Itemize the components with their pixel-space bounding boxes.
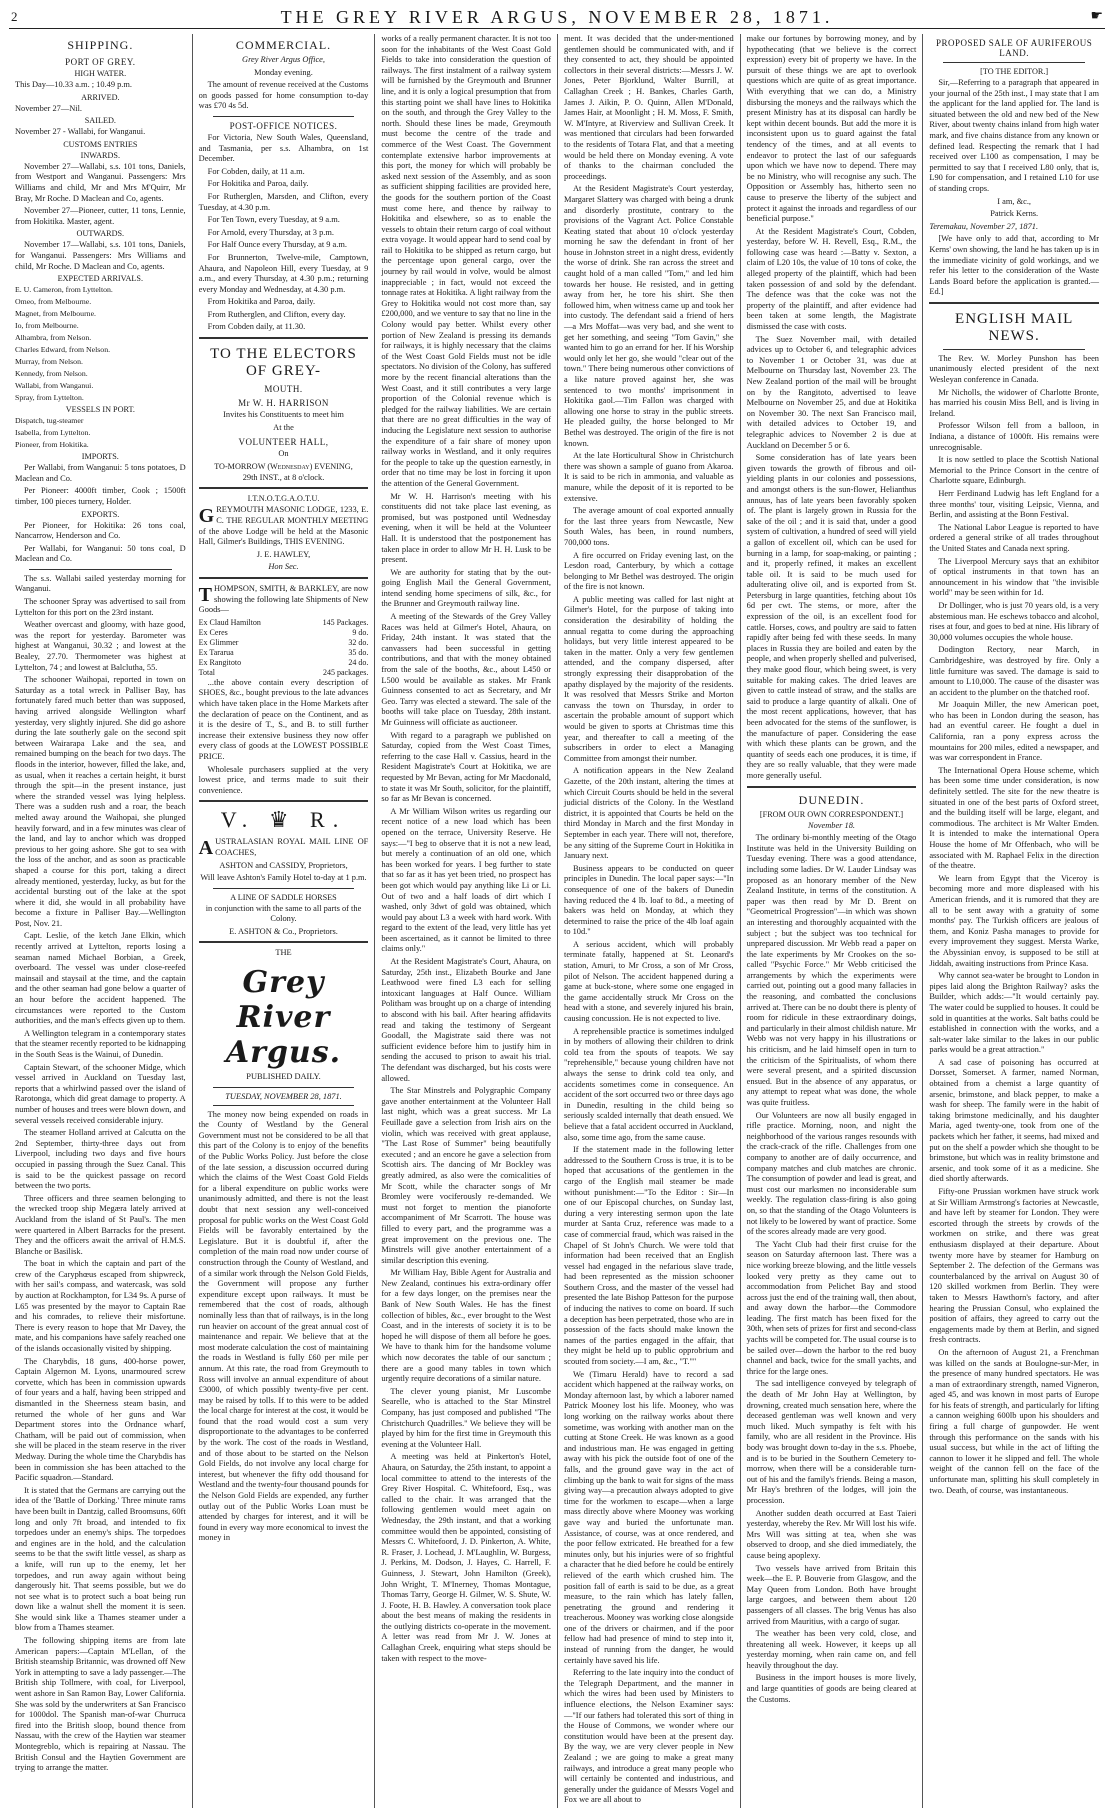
post-item: From Cobden daily, at 11.30. — [207, 322, 306, 332]
coach-heading — [199, 837, 369, 858]
article-paragraph: ment. It was decided that the under-mentioned gentlemen should be communicated with, and if they consented to act, they should be appointed collectors in their several districts:—Messrs J. W. Jones, Peter Bjorklund, Walter Burrill, at Callaghan Creek ; H. Bankes, Charles Garth, James J. Aikin, P. O. Quinn, Allen M'Donald, James Hair, at Moonlight ; H. M. Moss, F. Smith, W. M'Intyre, at Riverview and Sullivan Creek. It was mentioned that circulars had been forwarded to the residents of Totara Flat, and that a meeting would be held there on Monday evening. A vote of thanks to the chairman concluded the proceedings. — [564, 34, 734, 181]
newspaper-nameplate: Grey River Argus. — [225, 965, 342, 1071]
expected-item: Alhambra, from Nelson. — [15, 333, 92, 343]
expected-label: EXPECTED ARRIVALS. — [57, 274, 144, 284]
electors-heading: TO THE ELECTORS OF GREY- — [210, 346, 357, 380]
issue-date: TUESDAY, NOVEMBER 28, 1871. — [225, 1091, 342, 1101]
expected-item: Kennedy, from Nelson. — [15, 369, 88, 379]
article-paragraph: Mr Nicholls, the widower of Charlotte Bronte, has married his cousin Miss Bell, and is living in Ireland. — [929, 387, 1099, 418]
export-entry: Per Wallabi, for Wanganui: 50 tons coal, D Maclean and Co. — [15, 543, 186, 564]
dunedin-heading: DUNEDIN. — [798, 792, 865, 807]
commercial-text: The amount of revenue received at the Customs on goods passed for home consumption to-day was £70 4s 5d. — [198, 80, 369, 111]
export-entry: Per Pioneer, for Hokitika: 26 tons coal, Nancarrow, Henderson and Co. — [15, 520, 186, 541]
to-editor-label: [TO THE EDITOR.] — [980, 67, 1049, 76]
shipping-news-item: Three officers and three seamen belonging to the wrecked troop ship Megæra lately arrived at Auckland from the island of St Paul's. The men were quartered in Albert Barracks for the present. They and the officers await the arrival of H.M.S. Blanche or Basilisk. — [15, 1193, 186, 1256]
table-row — [199, 618, 369, 628]
outwards-label: OUTWARDS. — [76, 229, 125, 239]
article-paragraph: A fire occurred on Friday evening last, on the Lesdon road, Canterbury, by which a cottage belonging to Mr Bethel was destroyed. The origin of the fire is not known. — [564, 550, 734, 592]
article-paragraph: The average amount of coal exported annually for the last three years from Newcastle, New South Wales, has been, in round numbers, 700,000 tons. — [564, 506, 734, 547]
article-paragraph: The Rev. W. Morley Punshon has been unanimously elected president of the next Wesleyan conference in Canada. — [929, 353, 1099, 385]
english-mail-heading: ENGLISH MAIL NEWS. — [955, 310, 1074, 344]
divider — [199, 487, 369, 490]
goods-qty: 35 do. — [348, 647, 369, 657]
harrison-when: TO-MORROW (Wednesday) EVENING, — [214, 461, 353, 471]
article-paragraph: A public meeting was called for last night at Gilmer's Hotel, for the purpose of taking into consideration the desirability of holding the annual regatta to come during the approaching holidays, but very little interest appeared to be taken in the matter. Only a very few gentlemen attended, and the company dispersed, after strongly expressing their disapprobation of the apathy displayed by the majority of the residents. It was resolved that Messrs Strike and Morton canvass the town on Thursday, in order to ascertain the probable amount of support which would be given to sports at Christmas time this year, and thereafter to call a meeting of the subscribers in order to elect a Managing Committee from amongst their number. — [564, 594, 734, 763]
article-paragraph: The Suez November mail, with detailed advices up to October 6, and telegraphic advices to November 1 or October 31, was due at Melbourne on Thursday last, November 23. The New Zealand portion of the mail will be brought on by the Rangitoto, advertised to leave Melbourne on November 25, and due at Hokitika on November 30. The next San Francisco mail, with detailed advices to October 19, and telegraphic advices to November 2 is due at Auckland on December 5 or 6. — [746, 334, 917, 450]
shipping-news-item: The schooner Waihopai, reported in town on Saturday as a total wreck in Palliser Bay, has fortunately fared much better than was supposed, having arrived alongside Wellington wharf yesterday, very slightly injured. She did go ashore during the late southerly gale on the second spit between Wairarapa Lake and the sea, and remained bumping on the beach for two days. The floods in the interior, however, filled the lake, and, as usual, when it reaches a certain height, it burst through the spit—in the present instance, just where the stranded vessel was lying helpless. There was a sudden rush and a roar, the beach melted away around the Waihopai, she plunged heavily forward, and in a few minutes was clear of the land, and lay to anchor which was dropped previous to her going ashore. She got to sea with the loss of the anchor, and as soon as practicable shaped a course for this port, taking a direct already mentioned, yesterday, lucky, as but for the accidental bursting out of the lake at the spot where it did, she would in all probability have become a fixture in Palliser Bay.—Wellington Post, Nov. 21. — [15, 675, 186, 928]
article-paragraph: We (Timaru Herald) have to record a sad accident which happened at the railway works, on Monday afternoon last, by which a laborer named Patrick Mooney lost his life. Mooney, who was long working on the railway works about there sometime, was working with another man on the cutting at Stone Creek. He was known as a good and industrious man. He was engaged in getting away with his pick the outside foot of one of the falls, and the ground gave way in the act of climbing up the bank to wait for signs of the mass giving way—a precaution always adopted to give time for the workmen to escape—when a large mass directly above where Mooney was working gave way and buried the unfortunate man. Assistance, of course, was at once rendered, and the poor fellow extricated. He breathed for a few minutes only, but his injuries were of so frightful a character that he died before he could be entirely relieved of the earth which crushed him. The position fall of earth is said to be due, as a great measure, to the rain which has lately fallen, penetrating the ground and rendering it treacherous. Mooney was working close alongside one of the drivers or chairmen, and if the poor fellow had had presence of mind to step into it, instead of running from the danger, he would certainly have saved his life. — [564, 1369, 734, 1665]
column-news-5 — [740, 34, 923, 1808]
goods-qty: 24 do. — [348, 657, 369, 667]
article-paragraph: The Star Minstrels and Polygraphic Company gave another entertainment at the Volunteer Hall last night, which was a great success. Mr La Feuillade gave a selection from Irish airs on the violin, which was received with great applause, "The Last Rose of Summer" being beautifully executed ; and an encore he gave a selection from Scottish airs. The dancing of Mr Bockley was greatly admired, as also were the comicalities of Mr Scott, while the character songs of Mr Bromley were vociferously re-demanded. We must not forget to mention the pianoforte accompaniment of Mr Scarrott. The house was filled to every part, and the programme was a great improvement on the previous one. The Minstrels will give another entertainment of a similar description this evening. — [381, 1086, 551, 1265]
article-paragraph: Business appears to be conducted on queer principles in Dunedin. The local paper says:—"In consequence of one of the bakers of Dunedin having reduced the 4 lb. loaf to 8d., a meeting of bakers was held on Monday, at which they determined to raise the price of the 4lb loaf again to 10d." — [564, 863, 734, 937]
column-commercial — [192, 34, 375, 1808]
letter-signature: Patrick Kerns. — [990, 209, 1039, 219]
inwards-entry: November 27—Pioneer, cutter, 11 tons, Lennie, from Hokitika. Master, agent. — [15, 206, 186, 226]
shipping-news-item: Weather overcast and gloomy, with haze good, was the report for yesterday. Barometer was highest at Wanganui, 30.32 ; and lowest at the Bealey, 27.70. Thermometer was highest at Lyttelton, 74 ; and lowest at Balclutha, 55. — [15, 620, 186, 672]
article-paragraph: Mr W. H. Harrison's meeting with his constituents did not take place last evening, as promised, but was postponed until Wednesday evening, when it will be held at the Volunteer Hall. It is understood that the postponement has taken place in order to allow Mr H. H. Lusk to be present. — [381, 491, 551, 565]
shipping-news-item: Capt. Leslie, of the ketch Jane Elkin, which recently arrived at Lyttelton, reports losing a seaman named Michael Borbian, a Greek, overboard. The vessel was under close-reefed mainsail and staysail at the time, and the captain and the other seaman had gone below a quarter of an hour before the accident happened. The circumstances were reported to the Custom authorities, and the man's effects given up to them. — [15, 931, 186, 1026]
proposed-sale-heading: PROPOSED SALE OF AURIFEROUS LAND. — [936, 38, 1093, 58]
article-paragraph: Dodington Rectory, near March, in Cambridgeshire, was destroyed by fire. Only a little furniture was saved. The damage is said to amount to L10,000. The cause of the disaster was an accident to the plumber on the thatched roof. — [929, 645, 1099, 697]
column-news-3 — [374, 34, 557, 1808]
goods-ship: Ex Claud Hamilton — [198, 617, 261, 627]
goods-qty: 145 Packages. — [322, 617, 369, 627]
newspaper-page — [9, 6, 1105, 1805]
divider — [943, 62, 1085, 63]
letter-place: Teremakau, November 27, 1871. — [929, 221, 1039, 231]
crest-r: R. — [310, 807, 347, 833]
article-paragraph: Mr Joaquin Miller, the new American poet, who has been in London during the season, has had an eventful career. He fought a duel in California, ran a pony express across the mountains for 200 miles, edited a newspaper, and was war correspondent in France. — [929, 700, 1099, 763]
pointing-hand-icon: ☛ — [1090, 9, 1103, 24]
letter-paragraph: I am, &c., — [997, 196, 1032, 206]
harrison-text: Invites his Constituents to meet him — [223, 410, 344, 420]
article-paragraph: At the late Horticultural Show in Christchurch there was shown a sample of guano from Akaroa. It is said to be rich in ammonia, and valuable as manure, while the deposit of it is reported to be extensive. — [564, 451, 734, 503]
table-row — [199, 658, 369, 668]
column-news-4 — [557, 34, 740, 1808]
article-paragraph: On the afternoon of August 21, a Frenchman was killed on the sands at Boulogne-sur-Mer, in the presence of many hundred spectators. He was a man of extraordinary strength, named Vigneron, aged 45, and was known in most parts of Europe for his feats of strength, and particularly for lifting a cannon weighing 600lb upon his shoulders and firing a full charge of gunpowder. He went through this performance on the sands with his usual success, but while in the act of lifting the cannon to lower it he slipped and fell. The whole weight of the cannon fell on the face of the unfortunate man, splitting his skull completely in two. Death, of course, was instantaneous. — [929, 1347, 1099, 1495]
dropcap-g: G — [198, 505, 215, 528]
saddle-heading: A LINE OF SADDLE HORSES — [230, 892, 337, 902]
article-paragraph: Dr Dollinger, who is just 70 years old, is a very abstemious man. He eschews tobacco and alcohol, rises at four, and goes to bed at nine. His library of 30,000 volumes occupies the whole house. — [929, 600, 1100, 642]
port-heading: PORT OF GREY. — [65, 57, 136, 67]
harrison-date: 29th INST., at 8 o'clock. — [242, 472, 325, 482]
harrison-at: At the — [273, 422, 294, 432]
table-row — [199, 638, 369, 648]
article-paragraph: The Liverpool Mercury says that an exhibitor of optical instruments in that town has an announcement in his window that "the invisible world" may be seen within for 1d. — [929, 556, 1099, 598]
divider — [199, 800, 369, 803]
harrison-name: Mr W. H. HARRISON — [238, 398, 329, 409]
dropcap-t: T — [198, 584, 212, 606]
masthead — [9, 6, 1105, 29]
in-port-item: Isabella, from Lyttelton. — [15, 428, 91, 438]
goods-total: 245 packages. — [323, 667, 369, 677]
in-port-item: Pioneer, from Hokitika. — [15, 440, 89, 450]
saddle-sign: E. ASHTON & Co., Proprietors. — [229, 926, 338, 936]
goods-total-label: Total — [198, 667, 215, 677]
commercial-office: Grey River Argus Office, — [242, 55, 325, 64]
columns — [9, 34, 1105, 1805]
goods-ship: Ex Tararua — [198, 647, 234, 657]
saddle-text: in conjunction with the same to all parts of the Colony. — [205, 903, 362, 924]
post-item: For Cobden, daily, at 11 a.m. — [207, 166, 305, 176]
expected-item: Omeo, from Melbourne. — [15, 297, 92, 307]
goods-text-2: Wholesale purchasers supplied at the very lowest price, and terms made to suit their convenience. — [198, 764, 369, 795]
post-item: For Ten Town, every Tuesday, at 9 a.m. — [207, 215, 340, 225]
article-paragraph: The ordinary bi-monthly meeting of the Otago Institute was held in the University Building on Tuesday evening. There was a good attendance, including some ladies. Dr W. Lauder Lindsay was proposed as an honorary member of the New Zealand Institute, in terms of the constitution. A paper was then read by Mr D. Brent on "Geometrical Progression"—in which was shown an interesting and thoroughly acquainted with the subject ; but the subject was too technical for unprepared discussion. Mr Webb read a paper on the late experiments by Mr Crookes on the so-called "Psychic Force." Mr Webb criticised the arrangements by which the experiments were carried out, pointing out a good many fallacies in the reasoning, and combatted the conclusions arrived at. There can be no doubt there is plenty of room for ridicule in these extraordinary doings, and particularly in their almost childish nature. Mr Webb was not very happy in his illustrations or his criticism, and he laid himself open in turn to the criticism of the Spiritualists, of whom there were several present, and a spirited discussion ensued. But in the absence of any apparatus, or any attempt to repeat what was done, the whole was quite fruitless. — [746, 833, 917, 1107]
goods-ship: Ex Ceres — [198, 627, 228, 637]
commercial-heading: COMMERCIAL. — [235, 38, 332, 52]
shipping-news-item: A Wellington telegram in a contemporary states that the steamer recently reported to be kidnapping in the South Seas is the Wainui, of Dunedin. — [15, 1028, 186, 1059]
goods-text: ...the above contain every description of SHOES, &c., bought previous to the late advances which have taken place in the Home Markets after the declaration of peace on the Continent, and as it is the desire of T., S., and B. to still further increase their extensive business they now offer every class of goods at the LOWEST POSSIBLE PRICE. — [198, 677, 369, 761]
article-paragraph: Why cannot sea-water be brought to London in pipes laid along the Brighton Railway? asks the Builder, which adds:—"It would certainly pay. The water could be supplied to houses. It could be sold in quantities at the works. Salt baths could be established in connection with the works, and a salt-water lake similar to the lakes in our public parks would be a great attraction." — [929, 971, 1099, 1055]
article-paragraph: works of a really permanent character. It is not too soon for the inhabitants of the West Coast Gold Fields to take into consideration the question of railways. The first instalment of a railway system will be furnished by the Greymouth and Brunner line, and it is only a logical presumption that from this starting point we shall have lines to Hokitika on the south, and through the Grey Valley to the north. Should these lines be made, Greymouth must become the centre of the trade and commerce of the West Coast. The Government contemplate extensive harbor improvements at this port, the money for which will probably be asked next session of the Assembly, and as soon as sufficient shipping facilities are provided here, the goods for the southern portion of the Coast must come here, and thence by railway to Hokitika and elsewhere, so as to enable the vessels to obtain their return cargo of coal without extra voyage. It would appear hard to send coal by rail to Hokitika to be shipped as return cargo, but the percentage upon general cargo, over the journey by rail would in volve, would be almost inappreciable ; in fact, would not exceed the tonnage rates at Hokitika. A light railway from the Grey to Hokitika would not cost more than, say £200,000, and we venture to say that no line in the Colony would pay better. Whilst every other portion of New Zealand is pressing its demands for railways, it is highly necessary that the claims of the West Coast Gold Fields must not be idle spectators. No division of the Colony, has suffered more by the recent financial alterations than the West Coast, and it still contributes a very large proportion of the Colonial revenue which is pledged for the railway liabilities. We are certain that there are no great difficulties in the way of inducing the Legislature next session to authorise the expenditure of a fair share of money upon railway works in Westland, and it only requires for the people to take up the question earnestly, in order that no time may be lost in forcing it upon the attention of the General Government. — [381, 34, 551, 488]
expected-item: Wallabi, from Wanganui. — [15, 381, 94, 391]
post-item: For Hokitika and Paroa, daily. — [207, 179, 309, 189]
harrison-on: On — [278, 449, 289, 459]
masonic-sign: J. E. HAWLEY, — [256, 549, 311, 559]
published-daily: PUBLISHED DAILY. — [246, 1072, 321, 1082]
electors-heading-2: MOUTH. — [264, 384, 303, 395]
article-paragraph: The International Opera House scheme, which has been some time under consideration, is now definitely settled. The site for the new theatre is situated in one of the best parts of Oxford street, and the building itself will be large, elegant, and commodious. The architect is Mr Walter Emden. It is intended to make the international Opera House the home of Mr Offenbach, who will be associated with M. Raphael Felix in the direction of the theatre. — [929, 765, 1099, 871]
post-item: For Victoria, New South Wales, Queensland, and Tasmania, per s.s. Alhambra, on 1st December. — [198, 132, 369, 164]
post-item: From Hokitika and Paroa, daily. — [207, 297, 316, 307]
shipping-news-item: Captain Stewart, of the schooner Midge, which vessel arrived in Auckland on Tuesday last, reports that a whirlwind passed over the island of Rarotonga, which did great damage to property. A number of houses and trees were blown down, and several vessels received considerable injury. — [15, 1062, 186, 1125]
goods-table — [199, 618, 369, 678]
masonic-text — [199, 505, 369, 547]
post-item: For Arnold, every Thursday, at 3 p.m. — [207, 227, 334, 237]
article-paragraph: Another sudden death occurred at East Taieri yesterday, whereby the Rev. Mr Will lost his wife. Mrs Will was sitting at tea, when she was observed to droop, and she died immediately, the cause being apoplexy. — [746, 1508, 917, 1560]
article-paragraph: Business in the import houses is more lively, and large quantities of goods are being cleared at the Customs. — [746, 1673, 917, 1704]
editorial-text: The money now being expended on roads in the County of Westland by the General Government must not be considered to be all that this part of the Colony is to enjoy of the benefits of the Public Works Policy. Just before the close of the late session, a discussion occurred during which the claims of the West Coast Gold Fields for a liberal expenditure on public works were unanimously admitted, and there is not the least doubt that next session any well-conceived proposal for public works on the West Coast Gold Fields will be favorably entertained by the Legislature. But it is doubtful if, after the completion of the main road now under course of construction through the County of Westland, and of a similar work through the Nelson Gold Fields, the Government will propose any further expenditure except upon railways. It must be remembered that the cost of roads, although nominally less than that of railways, is in the long run heavier on account of the great annual cost of maintenance and repair. We believe that at the most moderate calculation the cost of maintaining the roads in Westland is fully £60 per mile per annum. At this rate, the road from Greymouth to Ross will involve an annual expenditure of about £3000, of which possibly twenty-five per cent. may be raised by tolls. If to this were to be added the local charge for interest at the cost, it would be found that the road would cost a sum very disproportionate to the advantages to be conferred by the work. The cost of the roads in Westland, and of those about to be started on the Nelson Gold Fields, do not involve any local charge for interest, but whenever the fifty odd thousand for Westland and the twenty-four thousand pounds for the Nelson Gold Fields are expended, any further outlay out of the Public Works Loan must be attended by charges for interest, and it will be found in every way more economical to invest the money in — [198, 1109, 369, 1543]
arrived-text: November 27—Nil. — [15, 103, 82, 113]
in-port-label: VESSELS IN PORT. — [65, 405, 135, 415]
article-paragraph: Referring to the late inquiry into the conduct of the Telegraph Department, and the manner in which the wires had been used by Ministers to influence elections, the Nelson Examiner says:—"If our fathers had tolerated this sort of thing in the House of Commons, we wonder where our constitution would have been at the present day. By the way, we are very clever people in New Zealand ; we are going to make a great many railways, and introduce a great many people who will certainly be contented and industrious, and generally under the guidance of Messrs Vogel and Fox we are all about to — [564, 1668, 734, 1805]
article-paragraph: Fifty-one Prussian workmen have struck work at Sir William Armstrong's factories at Newcastle, and have left by steamer for London. They were escorted through the streets by crowds of the workmen on strike, and there was great enthusiasm displayed at their departure. About twenty more have by steamer for Hamburg on September 2. The defection of the Germans was counterbalanced by the arrival on August 30 of 120 skilled workmen from Berlin. They were taken to Messrs Hawthorn's factory, and after hearing the Prussian Consul, who explained the position of affairs, they agreed to carry out the engagements made by them at Berlin, and signed fresh contracts. — [929, 1187, 1099, 1345]
divider — [199, 941, 369, 944]
editor-note: [We have only to add that, according to Mr Kerns' own showing, the land he has taken up is in the immediate vicinity of gold workings, and we refer his letter to the consideration of the Waste Lands Board before the application is granted.—Ed.] — [929, 234, 1100, 297]
shipping-news-item: It is stated that the Germans are carrying out the idea of the 'Battle of Dorking.' Three minute rams have been built in Dantzig, called Broomsuns, 60ft long and only 7ft broad, and intended to fix torpedoes under an enemy's ships. The torpedoes and engines are in the hold, and the calculation seems to be that the swift little vessel, as sharp as a knife, will run up to the enemy, let her torpedoes, and run away again without being dangerously hit. That seems possible, but we do not see what is to protect such a boat being run down like a walnut shell the moment it is seen. She would sink like a Thames steamer under a blow from a Thames steamer. — [15, 1485, 186, 1633]
letter-paragraph: Sir,—Referring to a paragraph that appeared in your journal of the 25th inst., I may state that I am the applicant for the land applied for. The land is situated between the old and new bed of the New River, about twenty chains inland from high water mark, and five chains distance from any known or defined lead. Respecting the remark that I had received over L100 as compensation, I may be permitted to say that I received L80 only, that is, L90 for compensation, and I retained L10 for use of standing crops. — [929, 78, 1099, 193]
harrison-hall: VOLUNTEER HALL, — [238, 437, 329, 448]
article-paragraph: A meeting was held at Pinkerton's Hotel, Ahaura, on Saturday, the 25th instant, to appoint a local committee to attend to the interests of the Grey River Hospital. C. Whitefoord, Esq., was called to the chair. It was arranged that the following gentlemen would meet again on Wednesday, the 29th instant, and that a working committee would then be appointed, consisting of Messrs C. Whitefoord, J. D. Pinkerton, A. White, R. Fraser, J. Lochead, J. M'Laughlin, W. Burgess, J. Perkins, M. Dodson, J. Hayes, C. Harrell, F. Guinness, J. Stewart, John Hamilton (Greek), John Wright, T. M'Inerney, Thomas Montague, Thomas Tarry, George H. Gilmer, W. S. Shute, W. J. Foote, H. B. Hawley. A conversation took place about the best means of making the residents in the outlying districts co-operate in the movement. A letter was read from Mr J. W. Jones at Callaghan Creek, enquiring what steps should be taken with respect to the move- — [381, 1452, 551, 1663]
divider — [943, 349, 1085, 350]
article-paragraph: The weather has been very cold, close, and threatening all week. However, it keeps up all yesterday morning, when rain came on, and fell heavily throughout the day. — [746, 1629, 917, 1670]
article-paragraph: Mr William Hay, Bible Agent for Australia and New Zealand, continues his extra-ordinary offer for a few days longer, on the premises near the Bank of New South Wales. He has the finest collection of bibles, &c., ever brought to the West Coast, and in the interests of society it is to be hoped he will dispose of them all before he goes. We have to thank him for the handsome volume which now decorates the table of our sanctum ; there are a good many tables in town which urgently require decorations of a similar nature. — [381, 1268, 551, 1384]
article-paragraph: We learn from Egypt that the Viceroy is becoming more and more displeased with his American friends, and it is rumored that they are all to be sent away with a gratuity of some months' pay. The Turkish officers are jealous of them, and Koniz Pasha manages to provide for every improvement they suggest. Mersta Warke, the Abyssinian envoy, is supposed to be still at Jiddah, awaiting instructions from Prince Kasa. — [929, 873, 1099, 968]
article-paragraph: A serious accident, which will probably terminate fatally, happened at St. Leonard's station, Amuri, to Mr Cross, a son of Mr Cross, pilot of Nelson. The accident happened during a game at buck-stone, where some one engaged in the game accidentally struck Mr Cross on the head with a stone, and severely injured his brain, causing concussion. He is not expected to live. — [564, 939, 734, 1024]
article-paragraph: Our Volunteers are now all busily engaged in rifle practice. Morning, noon, and night the neighborhood of the various ranges resounds with the crack-crack of the rifle. Challenges from one company to another are of daily occurrence, and company matches and club matches are chronic. The consumption of powder and lead is great, and must cost our marksmen no inconsiderable sum weekly. The regulation class-firing is also going on, so that the standing of the Otago Volunteers is not likely to be lowered by want of practice. Some of the scores already made are very good. — [746, 1110, 917, 1237]
table-row — [199, 648, 369, 658]
exports-label: EXPORTS. — [81, 509, 120, 519]
coach-heading-body: USTRALASIAN ROYAL MAIL LINE OF COACHES, — [215, 837, 369, 857]
high-water-label: HIGH WATER. — [74, 69, 127, 78]
article-paragraph: Two vessels have arrived from Britain this week—the E. P. Bouverie from Glasgow, and the May Queen from London. Both have brought large cargoes, and between them about 120 passengers of all classes. The brig Venus has also arrived from Mauritius, with a cargo of sugar. — [746, 1563, 917, 1626]
column-shipping — [9, 34, 192, 1808]
page-number: 2 — [11, 9, 18, 24]
article-paragraph: make our fortunes by borrowing money, and by hypothecating (that we believe is the correct expression) every bit of property we have. In the pursuit of these things we are apt to overlook questions which are quite of as great importance. With everything that we can do, a Ministry disbursing the moneys and the railways which the present Ministry has at its disposal can hardly be kept within decent bounds. But add the more it is inconsistent upon us to guard against the fatal tendency of the times, and at all events to endeavor to protect the last of our safeguards upon which we have now to depend. There may be no Ministry, who will recognise any such. The Opposition or Assembly has, hitherto seen no cause to preserve the liberty of the subject and protect it against the inroads and regardless of our beneficial purpose." — [746, 34, 917, 224]
shipping-news-item: The Charybdis, 18 guns, 400-horse power, Captain Algernon M. Lyons, unarmoured screw corvette, which has been in commission upwards of four years and a half, having been stripped and dismantled in the Sheerness steam basin, and returned the whole of her guns and War Department stores into the Ordnance wharf, Chatham, will be paid out of commission, when she will be placed in the steam reserve in the river Medway. During the whole time the Charybdis has been in commission she has been attached to the Pacific squadron.—Standard. — [15, 1356, 186, 1483]
post-item: For Half Ounce every Thursday, at 9 a.m. — [207, 240, 347, 250]
masonic-title: Hon Sec. — [268, 562, 299, 572]
article-paragraph: If the statement made in the following letter addressed to the Southern Cross is true, it is to be hoped that accusations of the gentlemen in the cargo of the English mail steamer be made without punishment:—"To the Editor : Sir—In one of our Episcopal churches, on Sunday last, during a very interesting sermon upon the late murder at Santa Cruz, reference was made to a case of commercial fraud, which was raised in the Chapel of St John's Church. We were told that information had been received that an English vessel had engaged in the nefarious slave trade, had been represented as the mission schooner Southern Cross, and the master of the vessel had presented the late Bishop Patteson for the purpose of inducing the natives to come on board. If such a deception has been perpetrated, those who are in possession of the facts should make known the names of the parties engaged in the affair, that they might be held up to public opprobrium and scouted from society.—I am, &c., "T."" — [564, 1145, 734, 1367]
sailed-label: SAILED. — [84, 116, 116, 126]
divider — [213, 116, 355, 117]
expected-item: E. U. Cameron, from Lyttelton. — [15, 285, 113, 295]
shipping-news-item: The schooner Spray was advertised to sail from Lyttelton for this port on the 23rd instant. — [15, 597, 186, 617]
import-entry: Per Wallabi, from Wanganui: 5 tons potatoes, D Maclean and Co. — [15, 463, 186, 483]
coach-text: Will leave Ashton's Family Hotel to-day at 1 p.m. — [200, 873, 367, 883]
inwards-label: INWARDS. — [80, 150, 120, 160]
commercial-date: Monday evening. — [254, 67, 313, 77]
arrived-label: ARRIVED. — [81, 92, 120, 102]
post-item: From Rutherglen, and Clifton, every day. — [207, 309, 346, 319]
expected-item: Spray, from Lyttelton. — [15, 393, 84, 403]
sailed-text: November 27 - Wallabi, for Wanganui. — [15, 127, 146, 137]
article-paragraph: A notification appears in the New Zealand Gazette, of the 20th instant, altering the times at which Circuit Courts should be held in the several judicial districts of the Colony. In the Westland district, it is appointed that Courts be held on the third Monday in March and the first Monday in September in each year. There will not, therefore, be any sitting of the Supreme Court in Hokitika in January next. — [564, 766, 734, 861]
coach-prop: ASHTON and CASSIDY, Proprietors, — [219, 860, 348, 870]
goods-ship: Ex Rangitoto — [198, 657, 242, 667]
crown-icon: ♛ — [268, 807, 297, 833]
post-office-heading: POST-OFFICE NOTICES. — [229, 120, 338, 131]
dropcap-a: A — [198, 837, 214, 860]
table-row — [199, 668, 369, 678]
shipping-news-item: The s.s. Wallabi sailed yesterday morning for Wanganui. — [15, 573, 186, 594]
expected-item: Charles Edward, from Nelson. — [15, 345, 111, 355]
expected-item: Murray, from Nelson. — [15, 357, 83, 367]
post-item: For Rutherglen, Marsden, and Clifton, every Tuesday, at 4.30 p.m. — [198, 191, 369, 212]
shipping-heading: SHIPPING. — [67, 38, 134, 52]
goods-ship: Ex Glimmer — [198, 637, 239, 647]
post-item: For Brunnerton, Twelve-mile, Camptown, Ahaura, and Napoleon Hill, every Tuesday, at 9 a.m., and every Thursday, at 4.30 p.m.; returning every Monday and Wednesday, at 4.30 p.m. — [198, 252, 369, 294]
customs-heading: CUSTOMS ENTRIES — [63, 139, 138, 149]
divider — [199, 577, 369, 580]
article-paragraph: A Mr William Wilson writes us regarding our recent notice of a new load which has been opened on the terrace, University Reserve. He says:—"I beg to observe that it is not a new lead, but merely a continuation of an old one, which has been worked for years. I beg further to state that so far as it has yet been tried, no prospect has been got which would pay anything like Li or Li. Out of two and a half loads of dirt which I washed, only 3dwt of gold was obtained, which would pay about L3 a week with hard work. With regard to the extent of the lead, very little has yet been ascertained, as it cannot be limited to three claims only." — [381, 806, 551, 954]
thompson-text — [199, 584, 369, 616]
article-paragraph: Professor Wilson fell from a balloon, in Indiana, a distance of 1000ft. His remains were unrecognisable. — [929, 421, 1099, 452]
divider — [213, 1087, 355, 1088]
goods-qty: 9 do. — [352, 627, 369, 637]
shipping-news-item: The boat in which the captain and part of the crew of the Caryphœus escaped from shipwreck, with her sail's compass, and watercask, was sold by auction at Rockhampton, for L34 9s. A purse of L65 was presented by the mayor to Captain Rae and his comrades, to relieve their misfortune. There is every reason to hope that Mr Davey, the mate, and his companions have safely reached one of the islands occasionally visited by shipping. — [15, 1259, 186, 1354]
divider — [213, 888, 355, 889]
expected-item: Io, from Melbourne. — [15, 321, 79, 331]
shipping-news-item: The following shipping items are from late American papers:—Captain M'Lellan, of the British steamship Britannic, was drowned off New York in attempting to save a lady passenger.—The British ship Tollmere, with coal, for Liverpool, went ashore in San Ramon Bay, Lower California. She was sold by the underwriters at San Francisco for 1000dol. The Spanish man-of-war Churruca fired into the British sloop, bound thence from Nassau, with the crew of the Haytien war steamer Montegreblo, which is repairing at Nassau. The British Consul and the Haytien Government are trying to arrange the matter. — [15, 1636, 186, 1773]
crest-v: V. — [220, 807, 256, 833]
divider — [199, 337, 369, 340]
article-paragraph: With regard to a paragraph we published on Saturday, copied from the West Coast Times, referring to the case Hall v. Cassius, heard in the Resident Magistrate's Court at Hokitika, we are requested by Mr Bevan, acting for Mr Macdonald, to state it was Mr South, solicitor, for the plaintiff, so far as Mr Bevan is concerned. — [381, 730, 551, 804]
article-paragraph: The clever young pianist, Mr Luscombe Searelle, who is attached to the Star Minstrel Company, has just composed and published "The Christchurch Quadrilles." We believe they will be played by him for the first time in Greymouth this evening at the Volunteer Hall. — [381, 1386, 551, 1449]
article-paragraph: It is now settled to place the Scottish National Memorial to the Prince Consort in the centre of Charlotte square, Edinburgh. — [929, 455, 1099, 486]
article-paragraph: A meeting of the Stewards of the Grey Valley Races was held at Gilmer's Hotel, Ahaura, on Friday, 24th instant. It was stated that the canvassers had been successful in getting contributions, and that with the money obtained from the sale of the booths, &c., about L450 or L500 would be available as stakes. Mr Frank Guinness consented to act as Secretary, and Mr Geo. Tarry was elected a steward. The sale of the booths will take place on Tuesday, 28th instant. Mr Guinness will officiate as auctioneer. — [381, 612, 551, 727]
article-paragraph: At the Resident Magistrate's Court, Ahaura, on Saturday, 25th inst., Elizabeth Bourke and Jane Leathwood were fined L3 each for selling intoxicant languages at Half Ounce. William Politham was brought up on a charge of intending to abscond with his bail. After hearing affidavits read and taking the testimony of Sergeant Goodall, the Magistrate said there was not sufficient evidence before him to justify him in sending the accused to prison to await his trial. The defendant was discharged, but his costs were allowed. — [381, 957, 551, 1083]
in-port-item: Dispatch, tug-steamer — [15, 416, 84, 426]
column-news-6 — [922, 34, 1105, 1808]
dunedin-date: November 18. — [808, 820, 855, 830]
outwards-entry: November 17—Wallabi, s.s. 101 tons, Daniels, for Wanganui. Passengers: Mrs Williams and child, Mr Roche. D Maclean and Co, agents. — [15, 240, 186, 271]
divider — [747, 786, 917, 789]
article-paragraph: The sad intelligence conveyed by telegraph of the death of Mr John Hay at Wellington, by drowning, created much sensation here, where the deceased gentleman was well known and very much liked. Much sympathy is felt with his family, who are all resident in the Province. His body was brought down to-day in the s.s. Phoebe, and is to be buried in the Southern Cemetery to-morrow, when there will be a considerable turn-out of his and the family's friends. Being a mason, Mr Hay's brethren of the lodges, will join the procession. — [746, 1379, 917, 1505]
dunedin-from: [FROM OUR OWN CORRESPONDENT.] — [759, 809, 904, 819]
article-paragraph: The National Labor League is reported to have ordered a general strike of all trades throughout the United States and Canada next spring. — [929, 522, 1099, 553]
article-paragraph: A sad case of poisoning has occurred at Dorsset, Somerset. A farmer, named Norman, obtained from a chemist a large quantity of arsenic, brimstone, and black pepper, to make a wash for sheep. The family were in the habit of taking brimstone medicinally, and his daughter Maria, aged twenty-one, took from one of the packets which her father, it seems, had mixed and put on the shelf a powder which she thought to be brimstone, but which was in reality brimstone and arsenic, and took some of it as a medicine. She died shortly afterwards. — [929, 1057, 1099, 1184]
masonic-abbr: I.T.N.O.T.G.A.O.T.U. — [247, 494, 320, 504]
article-paragraph: Herr Ferdinand Ludwig has left England for a three months' tour, visiting Leipsic, Vienna, and Berlin, and assisting at the Bonn Festival. — [929, 489, 1099, 520]
table-row — [199, 628, 369, 638]
article-paragraph: We are authority for stating that by the out-going English Mail the General Government, intend sending home specimens of silk, &c., for the Brunner and Greymouth railway line. — [381, 567, 551, 609]
inwards-entry: November 27—Wallabi, s.s. 101 tons, Daniels, from Westport and Wanganui. Passengers: Mrs Williams and child, Mr and Mrs M'Quirr, Mr Bray, Mr Roche. D Maclean and Co, agents. — [15, 161, 186, 203]
divider — [213, 1105, 355, 1106]
newspaper-header-title: THE GREY RIVER ARGUS, NOVEMBER 28, 1871. — [280, 7, 834, 27]
divider — [929, 302, 1099, 305]
article-paragraph: Some consideration has of late years been given towards the growth of fibrous and oil-yielding plants in our colonies and possessions, and amongst others is the sun-flower, Helianthus annuus, has of late years been favorably spoken of. The plant is largely grown in Russia for the sake of the oil ; and it is said that, under a good system of cultivation, a hundred of seed will yield a gallon of excellent oil, which can be used for burning in a lamp, for soap-making, or painting ; and it, properly refined, it makes an excellent table oil. It is said to be much used for adulterating olive oil, and is exported from St. Petersburg in large quantities, fetching about 10s 6d per cwt. The stems, or more, after the expression of the oil, is an excellent food for cattle. Horses, cows, and poultry are said to fatten rapidly after being fed with these seeds. In many places in Russia they are boiled and eaten by the people, and when properly shelled and pulverised, they make good flour, which being sweet, is very suitable for making cakes. The dried leaves are given to cattle instead of straw, and the stalks are said to produce a large quantity of alkali. One of the most recent applications, however, that has been advocated for the stems of the sunflower, is the manufacture of paper. Considering the ease with which these plants can be grown, and the quantity of seeds each one produces, it is time, if they are so really valuable, that they were made more generally useful. — [746, 453, 917, 780]
article-paragraph: The Yacht Club had their first cruise for the season on Saturday afternoon last. There was a nice working breeze blowing, and the little vessels looked very pretty as they came out to accommodation from Pelichet Bay and stood across just the end of the training wall, then about, and away down the harbor—the Commodore leading. The first match has been fixed for the 30th, when sets of prizes for first and second-class yachts will be competed for. The usual course is to be sailed over—down the harbor to the red buoy channel and back, twice for the small yachts, and thrice for the large ones. — [746, 1239, 917, 1376]
nameplate-the: THE — [275, 948, 292, 958]
shipping-news-item: The steamer Holland arrived at Calcutta on the 2nd September, thirty-three days out from Liverpool, including two days and five hours occupied in passing through the Suez Canal. This is said to be the quickest passage on record between the two ports. — [15, 1128, 186, 1191]
divider — [29, 569, 172, 570]
thompson-body: HOMPSON, SMITH, & BARKLEY, are now showing the following late Shipments of New Goods— — [198, 584, 369, 615]
masonic-body: REYMOUTH MASONIC LODGE, 1233, E. C. THE REGULAR MONTHLY MEETING of the above Lodge will be held at the Masonic Hall, Gilmer's Buildings, THIS EVENING. — [198, 505, 369, 547]
goods-qty: 32 do. — [348, 637, 369, 647]
expected-item: Magnet, from Melbourne. — [15, 309, 96, 319]
royal-crest — [199, 807, 369, 833]
article-paragraph: A reprehensible practice is sometimes indulged in by mothers of allowing their children to drink cold tea from the spouts of teapots. We say "reprehensible," because young children have not always the sense to drink cold tea only, and accidents sometimes come in consequence. An accident of the sort occurred two or three days ago in Dunedin, resulting in the child being so seriously scalded internally that death ensued. We believe that a fatal accident occurred in Auckland, also, some time ago, from the same cause. — [564, 1026, 734, 1142]
article-paragraph: At the Resident Magistrate's Court, Cobden, yesterday, before W. H. Revell, Esq., R.M., the following case was heard :—Batty v. Sexton, a claim of L20 10s, the value of 10 tons of coke, the alleged property of the plaintiff, which had been taken possession of and sold by the defendant. The defence was that the coke was not the property of the plaintiff, and after evidence had been taken at some length, the Magistrate dismissed the case with costs. — [746, 226, 917, 332]
import-entry: Per Pioneer: 4000ft timber, Cook ; 1500ft timber, 100 pieces turnery, Holder. — [15, 486, 186, 506]
imports-label: IMPORTS. — [81, 452, 119, 462]
high-water-text: This Day—10.33 a.m. ; 10.49 p.m. — [15, 80, 133, 89]
article-paragraph: At the Resident Magistrate's Court yesterday, Margaret Slattery was charged with being a drunk and disorderly prostitute, contrary to the provisions of the Vagrant Act. Police Constable Keating stated that about 10 o'clock yesterday morning he saw the defendant in front of her house in Johnston street in a night dress, evidently the worse of drink. She ran across the street and caught hold of a man called "Tom," and led him towards her house. He resisted, and in getting away from her, he tore his shirt. She then followed him, when witness came up and took her into custody. The defendant said a friend of hers—a Mrs Moffat—was very bad, and she went to get her something, and seeing "Tom Gavin," she wanted him to go an errand for her. If his Worship would only let her go, she would "clear out of the town." There being numerous other convictions of a like nature proved against her, she was sentenced to two months' imprisonment in Hokitika gaol.—Tim Fallon was charged with allowing one horse to stray in the public streets. He pleaded guilty, the horse belonged to Mr Bethel was destroyed. The origin of the fire is not known. — [564, 184, 734, 448]
